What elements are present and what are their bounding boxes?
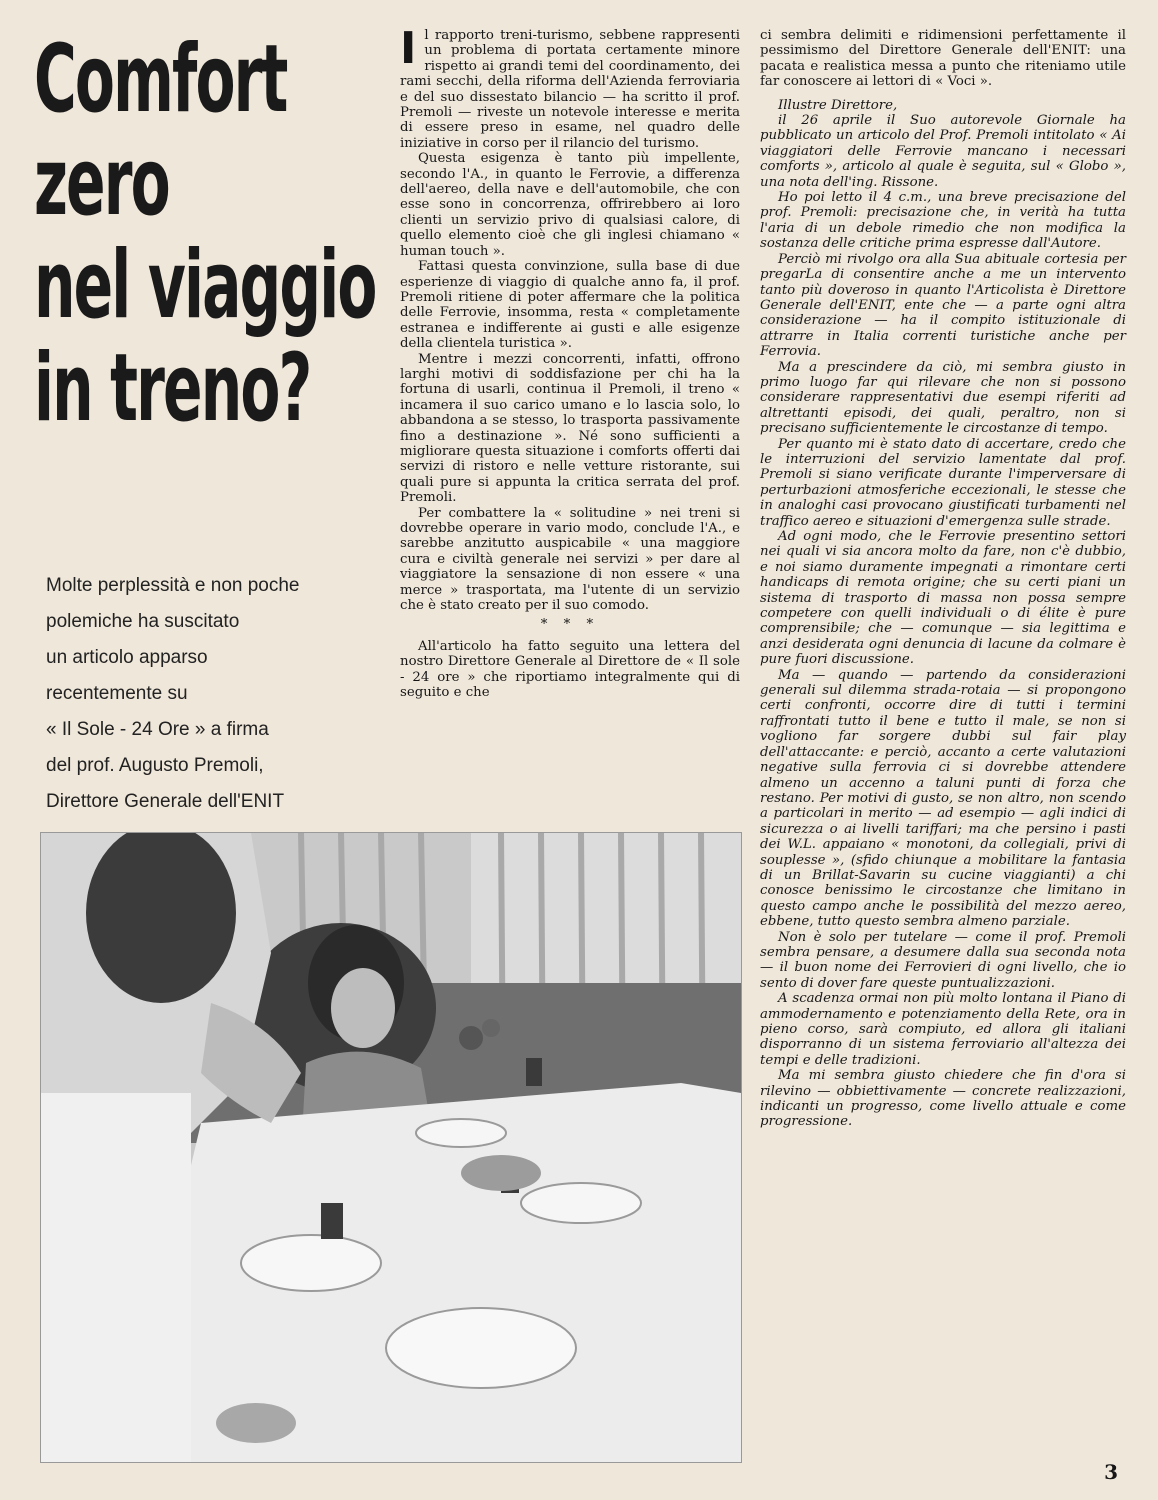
intro-line: del prof. Augusto Premoli, xyxy=(46,755,264,776)
headline-line: Comfort xyxy=(34,25,287,134)
photo-illustration xyxy=(41,833,741,1462)
intro-line: Molte perplessità e non poche xyxy=(46,575,300,596)
paragraph: Questa esigenza è tanto più impellente, secondo l'A., in quanto le Ferrovie, a differenza dell'aereo, della nave e dell'automobile, che con esse sono in concorrenza, offrirebbero ai loro clienti un servizio privo di qualsiasi calore, di quello elemento cioè che gli inglesi chiamano « human touch ». xyxy=(400,151,740,259)
intro-line: un articolo apparso xyxy=(46,647,208,668)
article-column-middle xyxy=(400,23,740,701)
headline-line: in treno? xyxy=(34,334,311,443)
intro-line: polemiche ha suscitato xyxy=(46,611,240,632)
letter-salutation: Illustre Direttore, xyxy=(778,97,898,113)
paragraph: A scadenza ormai non più molto lontana il Piano di ammodernamento e potenziamento della Rete, ora in pieno corso, sarà compiuto, ed allora gli italiani disporranno di un sistema ferroviario all'altezza dei tempi e delle tradizioni. xyxy=(760,991,1126,1068)
paragraph: Perciò mi rivolgo ora alla Sua abituale cortesia per pregarLa di consentire anche a me un intervento tanto più doveroso in quanto l'Articolista è Direttore Generale dell'ENIT, ente che — a parte ogni altra considerazione — ha il compito istituzionale di attrarre in Italia correnti turistiche anche per Ferrovia. xyxy=(760,251,1126,360)
paragraph: All'articolo ha fatto seguito una lettera del nostro Direttore Generale al Direttore de « Il sole - 24 ore » che riportiamo integralmente qui di seguito e che xyxy=(400,638,740,701)
dining-car-photo xyxy=(40,832,742,1463)
paragraph: il 26 aprile il Suo autorevole Giornale ha pubblicato un articolo del Prof. Premoli intitolato « Ai viaggiatori delle Ferrovie mancano i necessari comforts », articolo al quale è seguita, sul « Globo », una nota dell'ing. Rissone. xyxy=(760,113,1126,190)
paragraph: Ma a prescindere da ciò, mi sembra giusto in primo luogo far qui rilevare che non si possono considerare rappresentativi due esempi riferiti ad altrettanti episodi, dei quali, peraltro, non si precisano sufficientemente le circostanze di tempo. xyxy=(760,359,1126,437)
paragraph: Mentre i mezzi concorrenti, infatti, offrono larghi motivi di soddisfazione per chi ha la fortuna di usarli, continua il Premoli, il treno « incamera il suo carico umano e lo lascia solo, lo abbandona a se stesso, lo trasporta passivamente fino a destinazione ». Né sono sufficienti a migliorare questa situazione i comforts offerti dai servizi di ristoro e nelle vetture ristorante, sui quali pure si appunta la critica serrata del prof. Premoli. xyxy=(400,351,740,506)
paragraph: l rapporto treni-turismo, sebbene rappresenti un problema di portata certamente minore rispetto ai grandi temi del coordinamento, dei rami secchi, della riforma dell'Azienda ferroviaria e del suo dissestato bilancio — ha scritto il prof. Premoli — riveste un notevole interesse e merita di essere preso in esame, nel quadro delle iniziative in corso per il rilancio del turismo. xyxy=(400,28,740,151)
section-separator: * * * xyxy=(540,617,600,633)
paragraph: Per combattere la « solitudine » nei treni si dovrebbe operare in vario modo, conclude l'A., e sarebbe anzitutto auspicabile « una maggiore cura e civiltà generale nei servizi » per dare al viaggiatore la sensazione di non essere « una merce » trasportata, ma l'utente di un servizio che è stato creato per il suo comodo. xyxy=(400,505,740,614)
paragraph: Ma mi sembra giusto chiedere che fin d'ora si rilevino — obbiettivamente — concrete realizzazioni, indicanti un progresso, come livello attuale e come progressione. xyxy=(760,1068,1126,1130)
paragraph: Ho poi letto il 4 c.m., una breve precisazione del prof. Premoli: precisazione che, in verità ha tutta l'aria di un debole rimedio che non modifica la sostanza delle critiche prima espresse dall'Autore. xyxy=(760,190,1126,252)
intro-line: recentemente su xyxy=(46,683,188,704)
paragraph: Ma — quando — partendo da considerazioni generali sul dilemma strada-rotaia — si propongono certi confronti, occorre dire di tutti i termini raffrontati tutto il bene e tutto il male, se non si vogliono far sorgere dubbi sul fair play dell'attaccante: e perciò, accanto a certe valutazioni negative sulla ferrovia ci si dovrebbe attendere almeno un accenno a taluni punti di forza che restano. Per motivi di gusto, se non altro, non scendo a particolari in merito — ad esempio — agli indici di sicurezza o ai livelli tariffari; ma che persino i pasti dei W.L. appaiano « monotoni, da collegiali, privi di souplesse », (sfido chiunque a mobilitare la fantasia di un Brillat-Savarin su cucine viaggianti) a chi conosce benissimo le circostanze che limitano in questo campo anche le possibilità del mezzo aereo, ebbene, tutto questo sembra almeno parziale. xyxy=(760,667,1126,930)
paragraph: Non è solo per tutelare — come il prof. Premoli sembra pensare, a desumere dalla sua seconda nota — il buon nome dei Ferrovieri di ogni livello, che io sento di dover fare queste puntualizzazioni. xyxy=(760,929,1126,991)
page-number: 3 xyxy=(1104,1460,1118,1484)
intro-line: « Il Sole - 24 Ore » a firma xyxy=(46,719,269,740)
article-column-right xyxy=(760,28,1126,1130)
paragraph: ci sembra delimiti e ridimensioni perfettamente il pessimismo del Direttore Generale dell'ENIT: una pacata e realistica messa a punto che riteniamo utile far conoscere ai lettori di « Voci ». xyxy=(760,28,1126,90)
drop-cap: I xyxy=(400,23,417,74)
headline xyxy=(34,25,381,443)
headline-line: zero xyxy=(34,128,169,237)
intro-line: Direttore Generale dell'ENIT xyxy=(46,791,285,812)
paragraph: Ad ogni modo, che le Ferrovie presentino settori nei quali vi sia ancora molto da fare, non c'è dubbio, e noi siamo duramente impegnati a rimontare certi handicaps di remota origine; che su certi piani un sistema di trasporto di massa non possa sempre competere con quelli individuali o di élite è pure comprensibile; che — comunque — sia legittima e anzi desiderata ogni denuncia di lacune da colmare è pure fuori discussione. xyxy=(760,529,1126,668)
intro-summary xyxy=(46,568,376,820)
paragraph: Per quanto mi è stato dato di accertare, credo che le interruzioni del servizio lamentate dal prof. Premoli si siano verificate durante l'imperversare di perturbazioni atmosferiche eccezionali, le stesse che in analoghi casi provocano giustificati turbamenti nel traffico aereo e situazioni d'emergenza sulle strade. xyxy=(760,436,1126,529)
headline-line: nel viaggio xyxy=(34,231,376,340)
paragraph: Fattasi questa convinzione, sulla base di due esperienze di viaggio di qualche anno fa, il prof. Premoli ritiene di poter affermare che la politica delle Ferrovie, insomma, resta « completamente estranea e indifferente ai gusti e alle esigenze della clientela turistica ». xyxy=(400,259,740,352)
